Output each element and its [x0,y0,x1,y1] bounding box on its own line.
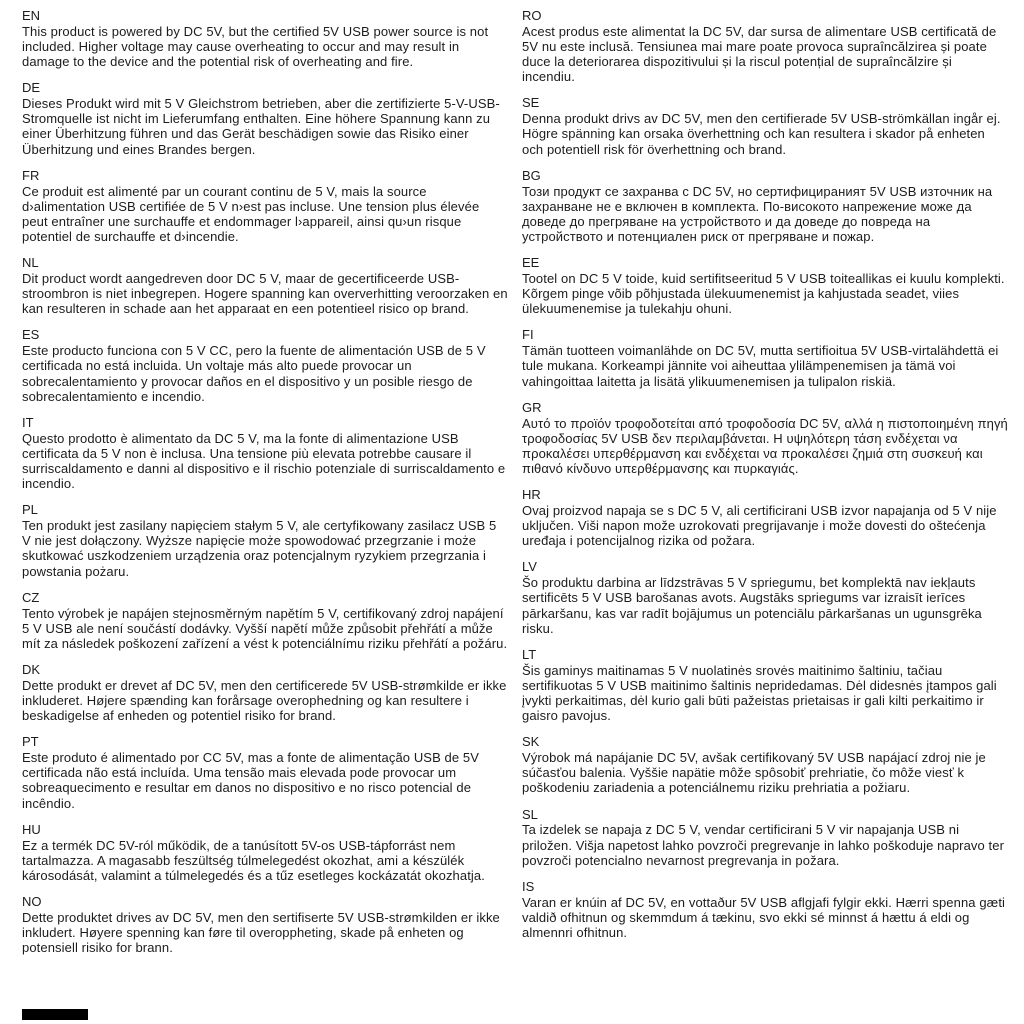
language-code: CZ [22,589,40,605]
language-text: Výrobok má napájanie DC 5V, avšak certifikovaný 5V USB napájací zdroj nie je súčasťou balenia. Vyššie napätie môže spôsobiť prehriatie, čo môže viesť k poškodeniu zariadenia a potenciálnemu riziku prehriatia a požiaru. [522,750,986,796]
language-code: NO [22,893,42,909]
language-text: Tämän tuotteen voimanlähde on DC 5V, mutta sertifioitua 5V USB-virtalähdettä ei tule mukana. Korkeampi jännite voi aiheuttaa ylilämpenemisen ja tämä voi vahingoittaa laitetta ja lisätä ylikuumenemisen ja tulipalon riskiä. [522,343,999,389]
language-code: GR [522,399,542,415]
language-text: Ta izdelek se napaja z DC 5 V, vendar certificirani 5 V vir napajanja USB ni priložen. Višja napetost lahko povzroči pregrevanje in lahko poškoduje napravo ter povzroči potencialno nevarnost pregrevanja in požara. [522,822,1005,868]
column [522,8,1008,966]
language-code: EN [22,8,41,23]
language-code: PL [22,502,38,518]
language-section [522,168,1008,244]
language-code: NL [22,255,39,271]
language-code: ES [22,327,40,343]
language-text: Ovaj proizvod napaja se s DC 5 V, ali certificirani USB izvor napajanja od 5 V nije uključen. Viši napon može uzrokovati pregrijavanje i može dovesti do oštećenja uređaja i potencijalnog rizika od požara. [522,502,997,549]
language-section [522,734,1008,795]
language-section [522,879,1008,940]
language-text: Varan er knúin af DC 5V, en vottaður 5V USB aflgjafi fylgir ekki. Hærri spenna gæti valdið ofhitnun og skemmdum á tækinu, svo ekki sé minnst á hættu á eldi og almennri ofhitnun. [522,894,1006,940]
language-section [22,734,508,810]
language-code: DE [22,80,41,96]
language-code: FI [522,327,534,343]
language-text: This product is powered by DC 5V, but the certified 5V USB power source is not included. Higher voltage may cause overheating to occur and may result in damage to the device and the potential risk of overheating and fire. [22,23,489,70]
language-text: Dieses Produkt wird mit 5 V Gleichstrom betrieben, aber die zertifizierte 5-V-USB-Stromquelle ist nicht im Lieferumfang enthalten. Eine höhere Spannung kann zu einer Überhitzung führen und das Gerät beschädigen sowie das Risiko einer Überhitzung und eines Brandes bergen. [22,96,500,157]
language-section [522,327,1008,388]
language-text: Ce produit est alimenté par un courant continu de 5 V, mais la source d›alimentation USB certifiée de 5 V n›est pas incluse. Une tension plus élevée peut entraîner une surchauffe et endommager l›appareil, ainsi qu›un risque potentiel de surchauffe et d›incendie. [22,183,480,244]
language-section [22,80,508,156]
language-section [22,590,508,651]
language-code: PT [22,734,39,750]
language-text: Dette produktet drives av DC 5V, men den sertifiserte 5V USB-strømkilden er ikke inkludert. Høyere spenning kan føre til overoppheting, skade på enheten og potensiell risiko for brann. [22,909,500,956]
language-section [522,95,1008,156]
language-section [522,487,1008,548]
language-code: BG [522,167,541,183]
language-code: LT [522,646,537,662]
language-section [522,807,1008,868]
language-text: Този продукт се захранва с DC 5V, но сертифицираният 5V USB източник на захранване не е включен в комплекта. По-високото напрежение може да доведе до прегряване на устройството и да доведе до повреда на устройството и потенциален риск от прегряване и пожар. [522,183,993,244]
language-text: Este producto funciona con 5 V CC, pero la fuente de alimentación USB de 5 V certificada no está incluida. Un voltaje más alto puede provocar un sobrecalentamiento y provocar daños en el dispositivo y un posible riesgo de sobrecalentamiento e incendio. [22,343,486,404]
language-text: Tootel on DC 5 V toide, kuid sertifitseeritud 5 V USB toiteallikas ei kuulu komplekti. Kõrgem pinge võib põhjustada ülekuumenemist ja kahjustada seadet, viies ülekuumenemise ja tulekahju ohuni. [522,270,1005,317]
language-section [22,822,508,883]
language-code: IS [522,878,535,894]
language-section [522,400,1008,476]
language-section [22,662,508,723]
language-text: Denna produkt drivs av DC 5V, men den certifierade 5V USB-strömkällan ingår ej. Högre spänning kan orsaka överhettning och kan resultera i skador på enheten och potentiell risk för överhettning och brand. [522,111,1001,157]
language-section [522,255,1008,316]
language-text: Tento výrobek je napájen stejnosměrným napětím 5 V, certifikovaný zdroj napájení 5 V USB ale není součástí dodávky. Vyšší napětí může způsobit přehřátí a může mít za následek poškození zařízení a vést k potenciálnímu riziku přehřátí a požáru. [22,605,508,651]
language-text: Dette produkt er drevet af DC 5V, men den certificerede 5V USB-strømkilde er ikke inkluderet. Højere spænding kan forårsage overophedning og kan resultere i beskadigelse af enheden og potentiel risiko for brand. [22,677,507,724]
language-section [522,647,1008,723]
language-code: DK [22,661,41,677]
language-code: FR [22,167,40,183]
language-text: Dit product wordt aangedreven door DC 5 V, maar de gecertificeerde USB-stroombron is niet inbegrepen. Hogere spanning kan oververhitting veroorzaken en kan resulteren in schade aan het apparaat en een potentieel risico op brand. [22,270,508,317]
language-code: SK [522,734,540,750]
language-text: Ten produkt jest zasilany napięciem stałym 5 V, ale certyfikowany zasilacz USB 5 V nie jest dołączony. Wyższe napięcie może spowodować przegrzanie i może skutkować uszkodzeniem urządzenia oraz potencjalnym ryzykiem przegrzania i powstania pożaru. [22,518,497,579]
footer-bar [22,1009,88,1020]
language-code: IT [22,414,34,430]
language-section [522,559,1008,635]
column [22,8,508,966]
language-section [22,8,508,69]
language-code: RO [522,8,542,23]
language-section [22,327,508,403]
language-text: Šo produktu darbina ar līdzstrāvas 5 V spriegumu, bet komplektā nav iekļauts sertificēts 5 V USB barošanas avots. Augstāks spriegums var izraisīt ierīces pārkaršanu, kas var radīt bojājumus un potenciālu pārkaršanas un ugunsgrēka risku. [522,575,982,636]
language-code: SE [522,95,540,111]
language-code: LV [522,559,537,575]
language-section [22,502,508,578]
language-text: Šis gaminys maitinamas 5 V nuolatinės srovės maitinimo šaltiniu, tačiau sertifikuotas 5 V USB maitinimo šaltinis nepridedamas. Dėl didesnės įtampos gali įvykti perkaitimas, dėl kurio gali būti pažeistas prietaisas ir gali kilti perkaitimo ir gaisro pavojus. [522,662,997,724]
language-code: SL [522,806,538,822]
language-code: HU [22,821,41,837]
language-code: EE [522,255,540,271]
language-section [22,894,508,955]
language-text: Este produto é alimentado por CC 5V, mas a fonte de alimentação USB de 5V certificada não está incluída. Uma tensão mais elevada pode provocar um sobreaquecimento e resultar em danos no dispositivo e no risco potencial de incêndio. [22,750,480,811]
language-section [522,8,1008,84]
language-code: HR [522,487,541,503]
language-text: Questo prodotto è alimentato da DC 5 V, ma la fonte di alimentazione USB certificata da 5 V non è inclusa. Una tensione più elevata potrebbe causare il surriscaldamento e danni al dispositivo e il rischio potenziale di surriscaldamento e incendio. [22,430,506,492]
language-text: Ez a termék DC 5V-ról működik, de a tanúsított 5V-os USB-tápforrást nem tartalmazza. A magasabb feszültség túlmelegedést okozhat, ami a készülék károsodását, valamint a túlmelegedés és a tűz esetleges kockázatát okozhatja. [22,837,485,883]
language-text: Αυτό το προϊόν τροφοδοτείται από τροφοδοσία DC 5V, αλλά η πιστοποιημένη πηγή τροφοδοσίας 5V USB δεν περιλαμβάνεται. Η υψηλότερη τάση ενδέχεται να προκαλέσει υπερθέρμανση και ενδέχεται να προκαλέσει ζημιά στη συσκευή και πιθανό κίνδυνο υπερθέρμανσης και πυρκαγιάς. [522,415,1008,476]
language-section [22,415,508,491]
language-section [22,255,508,316]
language-section [22,168,508,244]
language-text: Acest produs este alimentat la DC 5V, dar sursa de alimentare USB certificată de 5V nu este inclusă. Tensiunea mai mare poate provoca supraîncălzirea și poate duce la deteriorarea dispozitivului și la riscul potențial de supraîncălzire și incendiu. [522,23,997,85]
